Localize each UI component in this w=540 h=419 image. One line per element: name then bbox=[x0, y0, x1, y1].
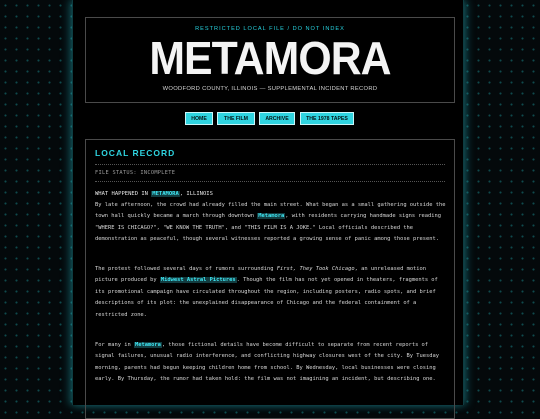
film-title: First, They Took Chicago bbox=[276, 266, 355, 272]
site-header bbox=[85, 17, 455, 103]
lede-suffix: , ILLINOIS bbox=[179, 191, 213, 197]
town-highlight: Metamora bbox=[258, 213, 285, 220]
nav-archive-button[interactable]: ARCHIVE bbox=[259, 112, 295, 125]
p3-text-b: , those fictional details have become difficult to separate from recent reports of signal failures, unusual radio interference, and conflicting highway closures west of the city. By Tuesday morning, parents had begun keeping children home from school. By Wednesday, local businesses were closing early. By Thursday, the rumor had taken hold: the film was not imagining an incident, but describing one. bbox=[95, 342, 440, 383]
local-record-panel bbox=[85, 139, 455, 419]
town-highlight: METAMORA bbox=[152, 191, 179, 197]
studio-highlight: Midwest Astral Pictures bbox=[160, 277, 236, 284]
nav-home-button[interactable]: HOME bbox=[185, 112, 213, 125]
panel-title: LOCAL RECORD bbox=[95, 148, 176, 158]
p2-text-a: The protest followed several days of rumors surrounding bbox=[95, 266, 277, 272]
record-heading bbox=[95, 191, 213, 197]
paragraph-2 bbox=[95, 264, 447, 321]
p1-text-a: By late afternoon, the crowd had already filled the main street. What began as a small gathering outside the town hall quickly became a march through downtown bbox=[95, 202, 446, 220]
divider bbox=[95, 164, 445, 165]
p2-text-c: . Though the film has not yet opened in theaters, fragments of its promotional campaign have circulated throughout the region, including posters, radio spots, and brief descriptions of its plot: the unexplained disappearance of Chicago and the federal containment of a restricted zone. bbox=[95, 277, 438, 318]
paragraph-3 bbox=[95, 340, 447, 386]
lede-prefix: WHAT HAPPENED IN bbox=[95, 191, 152, 197]
town-highlight: Metamora bbox=[134, 342, 161, 348]
paragraph-1 bbox=[95, 200, 447, 246]
header-eyebrow: RESTRICTED LOCAL FILE / DO NOT INDEX bbox=[195, 26, 345, 32]
file-status: FILE STATUS: INCOMPLETE bbox=[95, 170, 176, 176]
p2-text-b: , an unreleased motion picture produced by bbox=[95, 266, 427, 284]
p1-text-b: , with residents carrying handmade signs reading "WHERE IS CHICAGO?", "WE KNOW THE TRUTH", and "THIS FILM IS A JOKE." Local officials described the demonstration as peaceful, though several witnesses reported a growing sense of panic among those present. bbox=[95, 213, 442, 243]
nav-1978-tapes-button[interactable]: THE 1978 TAPES bbox=[300, 112, 354, 125]
p3-text-a: For many in bbox=[95, 342, 134, 348]
header-subtitle: WOODFORD COUNTY, ILLINOIS — SUPPLEMENTAL INCIDENT RECORD bbox=[162, 86, 378, 92]
nav-the-film-button[interactable]: THE FILM bbox=[217, 112, 255, 125]
site-logo: METAMORA bbox=[149, 32, 391, 84]
divider bbox=[95, 181, 445, 182]
